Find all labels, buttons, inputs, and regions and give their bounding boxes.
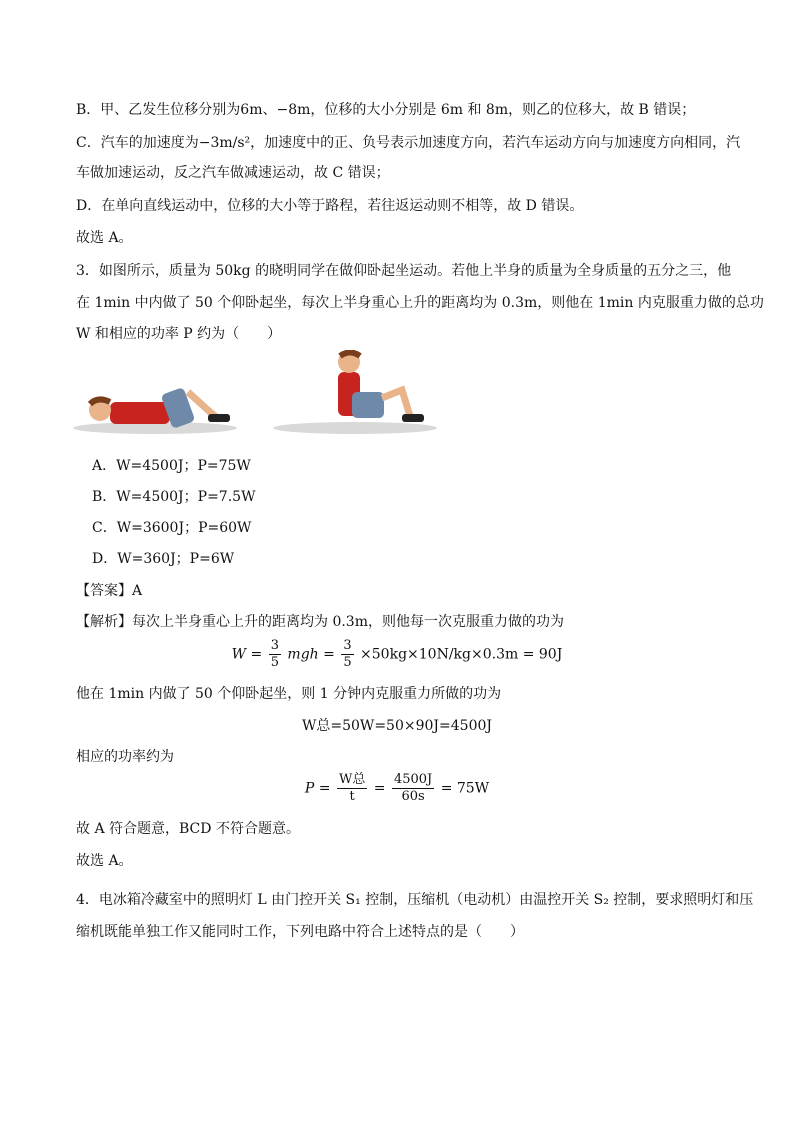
- eq3-fraction-1: [337, 772, 367, 805]
- analysis-line-1: 【解析】每次上半身重心上升的距离均为 0.3m，则他每一次克服重力做的功为: [76, 614, 564, 630]
- eq3-frac2-den: 60s: [401, 789, 425, 804]
- option-b: B．W=4500J；P=7.5W: [92, 489, 256, 505]
- conclusion-text: 故 A 符合题意，BCD 不符合题意。: [76, 821, 300, 837]
- option-c: C．W=3600J；P=60W: [92, 520, 252, 536]
- leg-right: [382, 390, 410, 416]
- option-a: A．W=4500J；P=75W: [92, 458, 251, 474]
- choose-answer-2: 故选 A。: [76, 853, 133, 869]
- shirt-left: [110, 402, 170, 424]
- equation-total-work: W总=50W=50×90J=4500J: [302, 718, 492, 734]
- equation-work: [0, 638, 794, 671]
- eq3-equals: =: [373, 780, 386, 797]
- option-d: D．W=360J；P=6W: [92, 551, 235, 567]
- question-3-line-1: 3．如图所示，质量为 50kg 的晓明同学在做仰卧起坐运动。若他上半身的质量为全身质量的五分之三，他: [76, 263, 732, 279]
- hair-right: [340, 353, 360, 357]
- question-4-line-2: 缩机既能单独工作又能同时工作，下列电路中符合上述特点的是（ ）: [76, 924, 524, 940]
- eq3-fraction-2: [392, 772, 434, 805]
- eq1-frac-num-b: 3: [343, 638, 352, 653]
- eq1-rhs: ×50kg×10N/kg×0.3m = 90J: [360, 646, 563, 663]
- eq3-frac1-den: t: [349, 789, 355, 804]
- floor-shadow-right: [273, 422, 437, 434]
- c-option-text-2: 车做加速运动，反之汽车做减速运动，故 C 错误；: [76, 165, 390, 181]
- b-option-text: B．甲、乙发生位移分别为6m、−8m，位移的大小分别是 6m 和 8m，则乙的位移大，故 B 错误；: [76, 102, 696, 118]
- shorts-right: [352, 392, 384, 418]
- situp-illustration: [70, 350, 450, 440]
- eq1-lhs: W =: [231, 646, 263, 663]
- eq1-fraction-a: [269, 638, 281, 671]
- question-3-line-2: 在 1min 中内做了 50 个仰卧起坐，每次上半身重心上升的距离均为 0.3m，则他在 1min 内克服重力做的总功: [76, 295, 764, 311]
- shoe-right: [402, 414, 424, 422]
- eq3-rhs: = 75W: [440, 780, 490, 797]
- eq1-fraction-b: [341, 638, 353, 671]
- analysis-line-3: 相应的功率约为: [76, 749, 174, 765]
- eq1-frac-den-b: 5: [343, 655, 352, 670]
- eq3-lhs: P =: [304, 780, 331, 797]
- question-3-line-3: W 和相应的功率 P 约为（ ）: [76, 326, 282, 342]
- eq3-frac2-num: 4500J: [393, 772, 433, 787]
- sitting-person-figure: [273, 351, 437, 434]
- eq1-mid: mgh =: [287, 646, 335, 663]
- analysis-line-2: 他在 1min 内做了 50 个仰卧起坐，则 1 分钟内克服重力所做的功为: [76, 686, 502, 702]
- eq1-frac-num-a: 3: [270, 638, 279, 653]
- lying-person-figure: [73, 387, 237, 434]
- eq3-frac1-num: W总: [338, 772, 366, 787]
- choose-answer-1: 故选 A。: [76, 230, 133, 246]
- d-option-text: D．在单向直线运动中，位移的大小等于路程，若往返运动则不相等，故 D 错误。: [76, 198, 584, 214]
- shoe-left: [208, 414, 230, 422]
- equation-power: [0, 772, 794, 805]
- answer-label: 【答案】A: [76, 583, 143, 599]
- c-option-text-1: C．汽车的加速度为−3m/s²，加速度中的正、负号表示加速度方向，若汽车运动方向与加速度方向相同，汽: [76, 135, 741, 151]
- eq1-frac-den-a: 5: [270, 655, 279, 670]
- question-4-line-1: 4．电冰箱冷藏室中的照明灯 L 由门控开关 S₁ 控制，压缩机（电动机）由温控开关 S₂ 控制，要求照明灯和压: [76, 892, 754, 908]
